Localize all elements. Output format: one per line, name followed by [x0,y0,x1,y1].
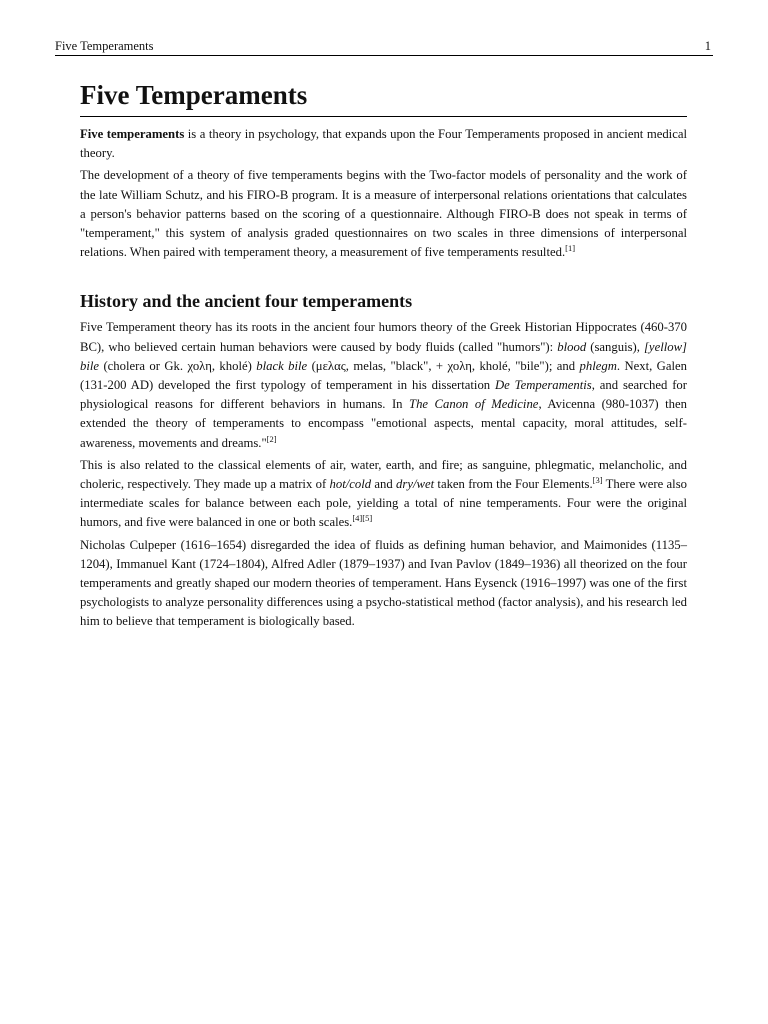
text-run: Five Temperament theory has its roots in the ancient four humors theory of the Greek Historian Hippocrates (460-370 BC), who believed certain human behaviors were caused by body fluids (called "humors"): [80,320,687,354]
term-hot-cold: hot/cold [329,477,372,492]
history-paragraph-2 [80,456,687,533]
text-run: . Next, Galen (131-200 AD) developed the first typology of temperament in his dissertation [80,358,687,393]
term-blood: blood [557,339,587,354]
article-body [80,78,687,632]
text-run: This is also related to the classical elements of air, water, earth, and fire; as sanguine, phlegmatic, melancholic, and choleric, respectively. They made up a matrix of [80,457,687,492]
text-run: taken from the Four Elements. [434,477,593,492]
citation-1[interactable]: [1] [565,242,576,253]
citation-4-5[interactable]: [4][5] [352,513,373,524]
title-canon-of-medicine: The Canon of Medicine [409,397,539,412]
term-dry-wet: dry/wet [396,477,435,492]
title-de-temperamentis: De Temperamentis [495,378,592,393]
text-run: There were also intermediate scales for balance between each pole, yielding a total of nine temperaments. Four were the original humors, and five were balanced in one or both scales. [80,477,687,530]
section-heading-history: History and the ancient four temperaments [80,291,413,312]
intro-paragraph [80,125,687,163]
text-run: (μελας, melas, "black", + χολη, kholé, "bile"); and [307,358,580,373]
development-text: The development of a theory of five temperaments begins with the Two-factor models of personality and the work of the late William Schutz, and his FIRO-B program. It is a measure of interpersonal relations orientations that calculates a person's behavior patterns based on the scoring of a questionnaire. Although FIRO-B does not speak in terms of "temperament," this system of analysis graded questionnaires on two scales in three dimensions of interpersonal relations. When paired with temperament theory, a measurement of five temperaments resulted. [80,168,687,260]
text-run: (sanguis), [586,339,644,354]
citation-2[interactable]: [2] [266,433,277,444]
citation-3[interactable]: [3] [592,474,603,485]
running-header [55,37,713,56]
term-black-bile: black bile [256,358,308,373]
text-run: and [371,477,397,492]
intro-lead-term: Five temperaments [80,127,185,141]
development-paragraph [80,166,687,262]
page-number: 1 [704,39,711,53]
term-phlegm: phlegm [579,358,617,373]
page-title: Five Temperaments [80,78,687,117]
running-title: Five Temperaments [55,39,154,53]
text-run: , Avicenna (980-1037) then extended the theory of temperaments to encompass "emotional aspects, mental capacity, moral attitudes, self-awareness, movements and dreams." [80,397,687,450]
term-yellow-bile: [yellow] bile [80,339,687,373]
history-paragraph-3: Nicholas Culpeper (1616–1654) disregarded the idea of fluids as defining human behavior, and Maimonides (1135–1204), Immanuel Kant (1724–1804), Alfred Adler (1879–1937) and Ivan Pavlov (1849–1936) all theorized on the four temperaments and greatly shaped our modern theories of temperament. Hans Eysenck (1916–1997) was one of the first psychologists to analyze personality differences using a psycho-statistical method (factor analysis), and his research led him to believe that temperament is biologically based. [80,537,687,629]
history-paragraph-1 [80,318,687,452]
intro-text: is a theory in psychology, that expands upon the Four Temperaments proposed in ancient medical theory. [80,127,687,161]
text-run: (cholera or Gk. χολη, kholé) [99,358,257,373]
text-run: , and searched for physiological reasons for different behaviors in humans. In [80,378,688,412]
